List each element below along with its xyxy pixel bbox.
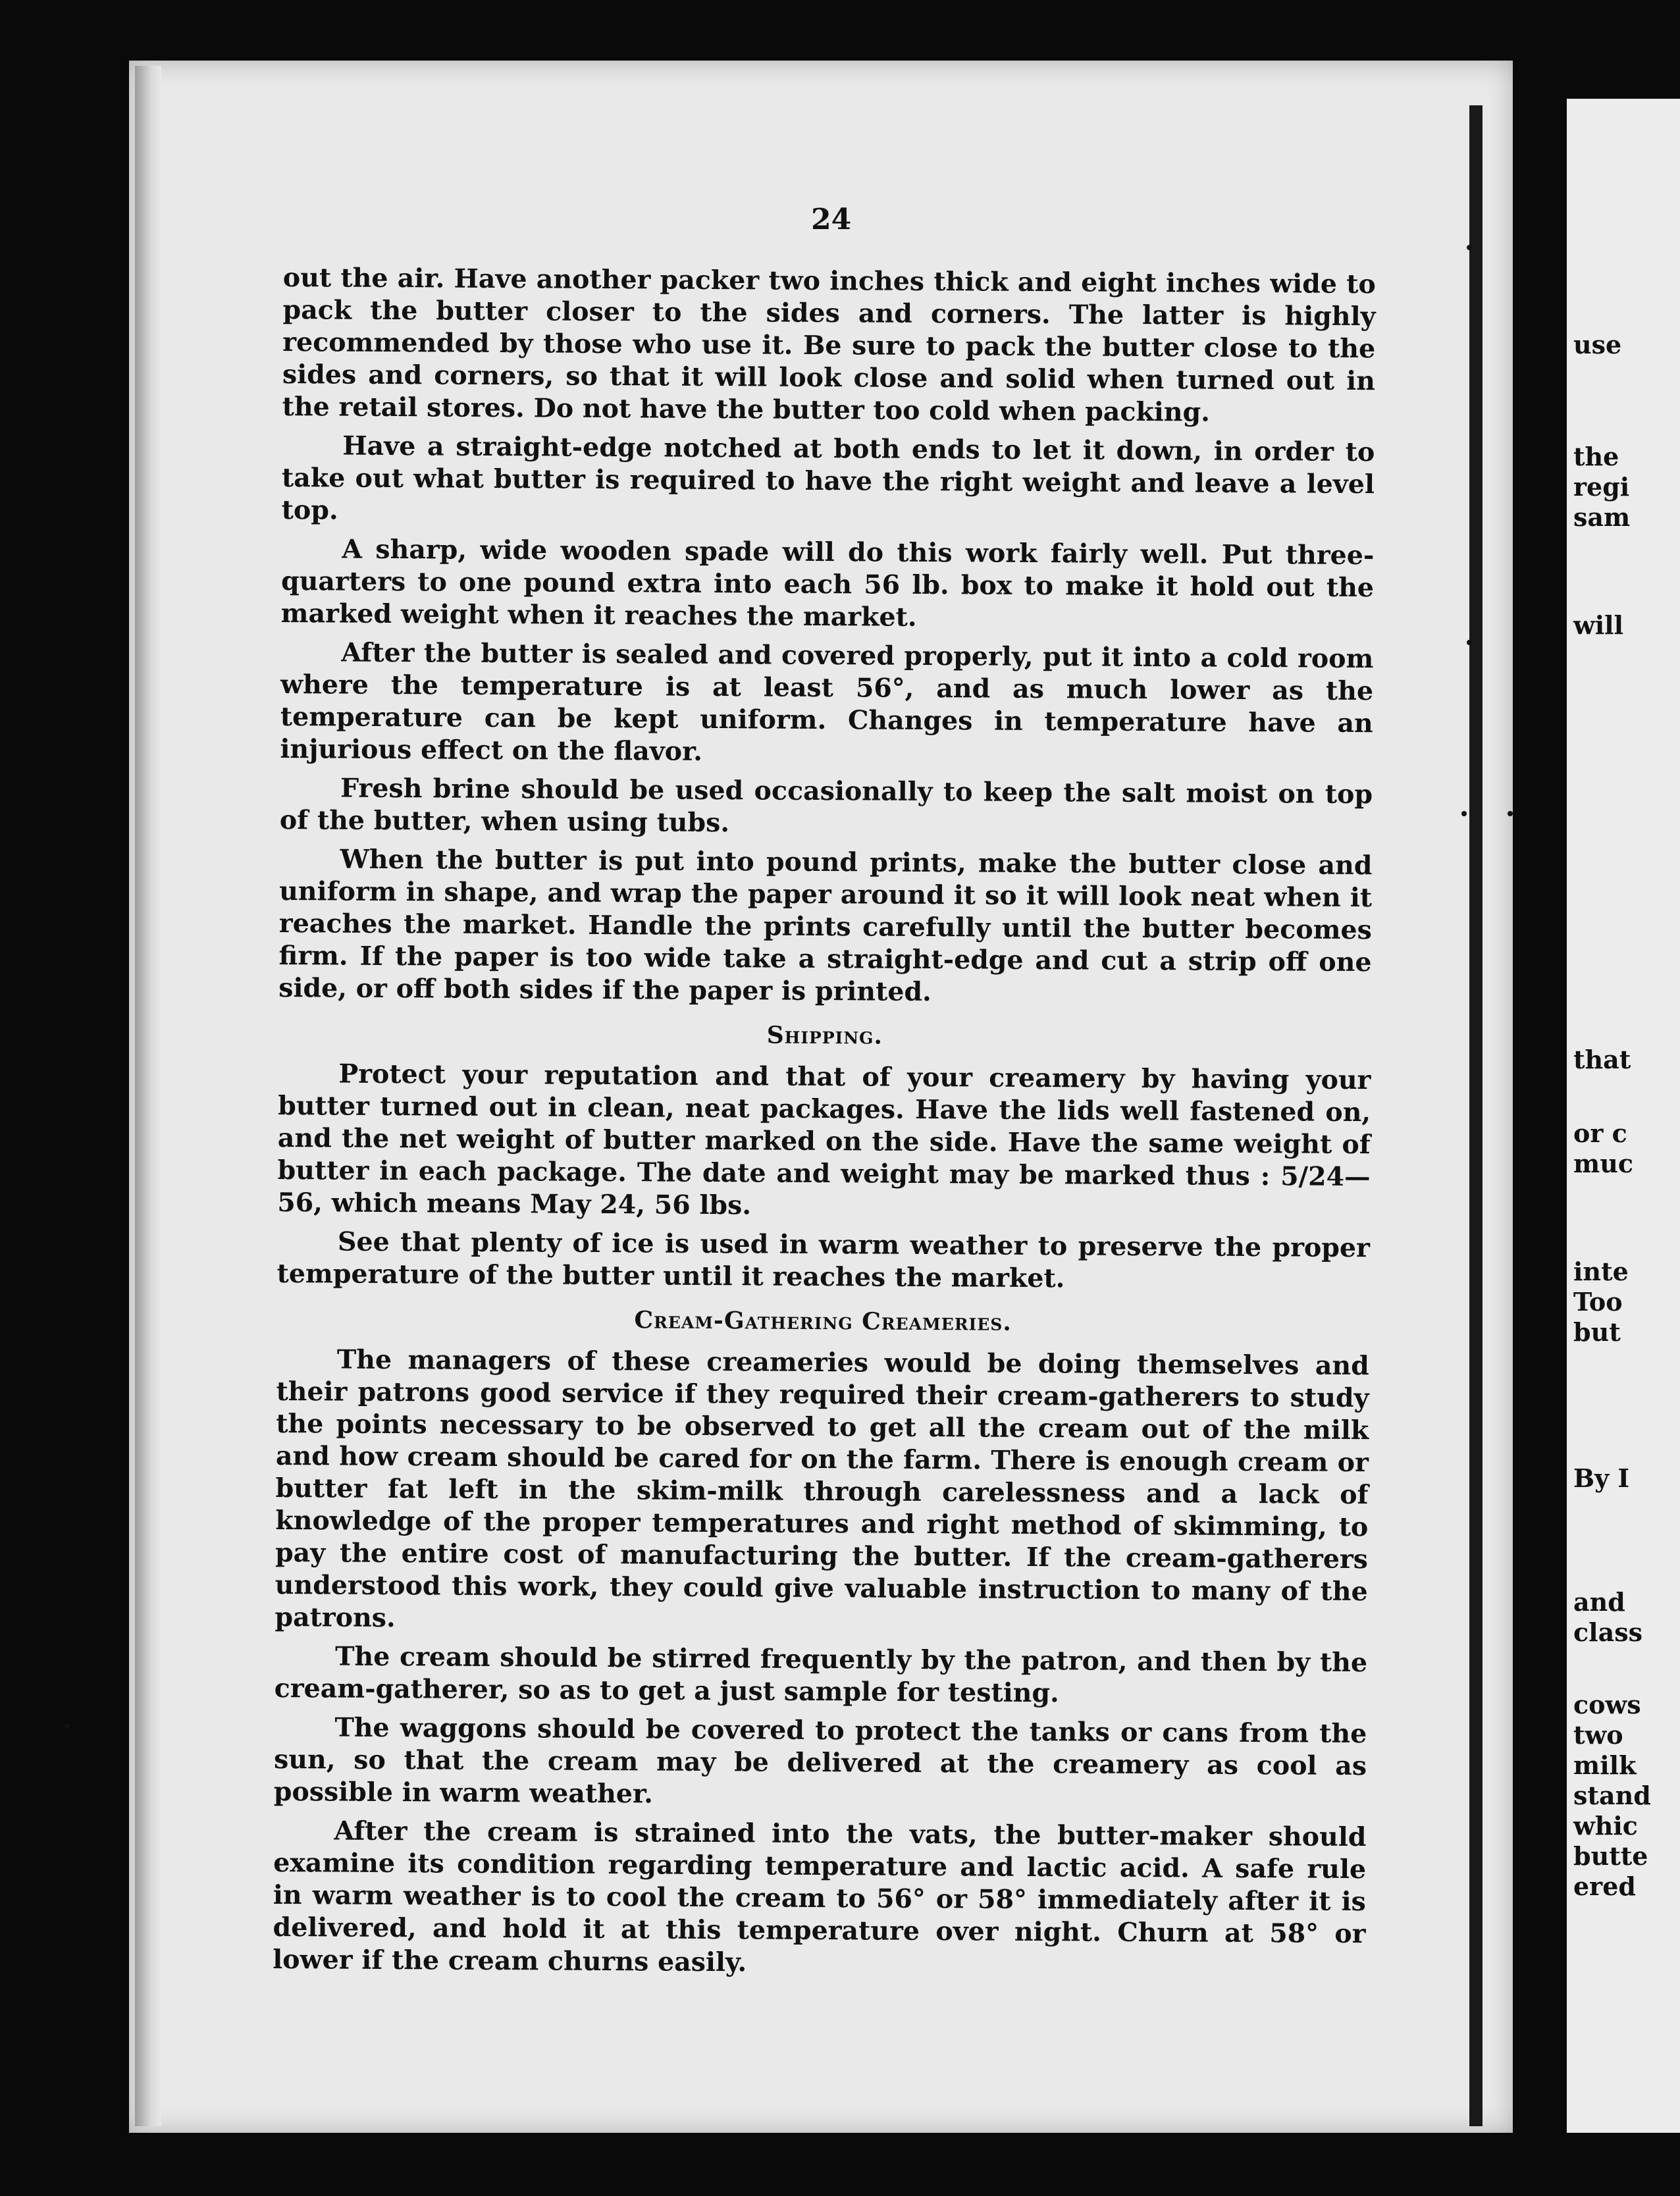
page-number: 24 — [811, 203, 852, 236]
facing-page-fragment: Too — [1573, 1287, 1623, 1317]
scan-speck — [1467, 640, 1472, 645]
paragraph: When the butter is put into pound prints, make the butter close and uniform in shape, and wrap the paper around it so it will look neat when it reaches the market. Handle the prints carefully until the butter becomes firm. If the paper is too wide take a straight-edge and cut a strip off one side, or off both sides if the paper is printed. — [278, 844, 1373, 1008]
facing-page-fragment: will — [1573, 610, 1624, 640]
facing-page-fragment: cows — [1573, 1690, 1641, 1719]
page-gutter — [1469, 105, 1483, 2126]
section-heading-cream-gathering: Cream-Gathering Creameries. — [634, 1306, 1012, 1336]
scan-speck — [1467, 245, 1472, 250]
paragraph: Protect your reputation and that of your creamery by having your butter turned out in clean, neat packages. Have the lids well fastened on, and the net weight of butter marked on the side. Have the same weight of butter in each package. The date and weight may be marked thus : 5/24—56, which means May 24, 56 lbs. — [277, 1059, 1371, 1221]
paragraph: A sharp, wide wooden spade will do this work fairly well. Put three-quarters to one pound extra into each 56 lb. box to make it hold out the marked weight when it reaches the market. — [280, 534, 1375, 633]
facing-page-fragment: sam — [1573, 502, 1631, 532]
paragraph: Fresh brine should be used occasionally to keep the salt moist on top of the butter, when using tubs. — [279, 773, 1373, 839]
facing-page-fragment: and — [1573, 1587, 1625, 1617]
facing-page-fragment: that — [1573, 1045, 1631, 1074]
facing-page-fragment: class — [1573, 1617, 1642, 1647]
paragraph: See that plenty of ice is used in warm weather to preserve the proper temperature of the butter until it reaches the market. — [276, 1226, 1371, 1294]
scan-speck — [1508, 811, 1513, 816]
facing-page-fragment: ered — [1573, 1871, 1636, 1901]
facing-page-fragment: the — [1573, 442, 1619, 471]
facing-page-fragment: milk — [1573, 1750, 1637, 1780]
paragraph: After the cream is strained into the vats, the butter-maker should examine its condition regarding temperature and lactic acid. A safe rule in warm weather is to cool the cream to 56° or 58° immediately after it is delivered, and hold it at this temperature over night. Churn at 58° or lower if the cream churns easily. — [273, 1816, 1367, 1978]
facing-page-edge — [1567, 99, 1680, 2133]
facing-page-fragment: stand — [1573, 1781, 1651, 1810]
facing-page-fragment: use — [1573, 330, 1622, 359]
facing-page-fragment: By I — [1573, 1463, 1630, 1493]
paragraph: out the air. Have another packer two inches thick and eight inches wide to pack the butter closer to the sides and corners. The latter is highly recommended by those who use it. Be sure to pack the butter close to the sides and corners, so that it will look close and solid when turned out in the retail stores. Do not have the butter too cold when packing. — [282, 262, 1376, 428]
paragraph: The waggons should be covered to protect the tanks or cans from the sun, so that the cream may be delivered at the creamery as cool as possible in warm weather. — [273, 1712, 1367, 1810]
page-body — [273, 262, 1376, 1989]
facing-page-fragment: butte — [1573, 1841, 1648, 1871]
scan-speck — [65, 1723, 70, 1729]
facing-page-fragment: whic — [1573, 1811, 1638, 1841]
scan-speck — [1461, 811, 1467, 816]
section-heading-shipping: Shipping. — [766, 1021, 883, 1050]
facing-page-fragment: muc — [1573, 1149, 1633, 1178]
paragraph: The cream should be stirred frequently by the patron, and then by the cream-gatherer, so as to get a just sample for testing. — [274, 1641, 1368, 1709]
facing-page-fragment: inte — [1573, 1257, 1629, 1286]
paragraph: After the butter is sealed and covered properly, put it into a cold room where the temperature is at least 56°, and as much lower as the temperature can be kept uniform. Changes in temperature have an injurious effect on the flavor. — [280, 637, 1374, 767]
paragraph: The managers of these creameries would be doing themselves and their patrons good service if they required their cream-gatherers to study the points necessary to be observed to get all the cream out of the milk and how cream should be cared for on the farm. There is enough cream or butter fat left in the skim-milk through carelessness and a lack of knowledge of the proper temperatures and right method of skimming, to pay the entire cost of manufacturing the butter. If the cream-gatherers understood this work, they could give valuable instruction to many of the patrons. — [275, 1344, 1369, 1634]
facing-page-fragment: or c — [1573, 1118, 1627, 1148]
facing-page-fragment: but — [1573, 1317, 1621, 1347]
paragraph: Have a straight-edge notched at both ends to let it down, in order to take out what butter is required to have the right weight and leave a level top. — [281, 431, 1375, 526]
facing-page-fragment: regi — [1573, 472, 1630, 502]
facing-page-fragment: two — [1573, 1720, 1623, 1750]
binding-edge — [135, 66, 161, 2126]
